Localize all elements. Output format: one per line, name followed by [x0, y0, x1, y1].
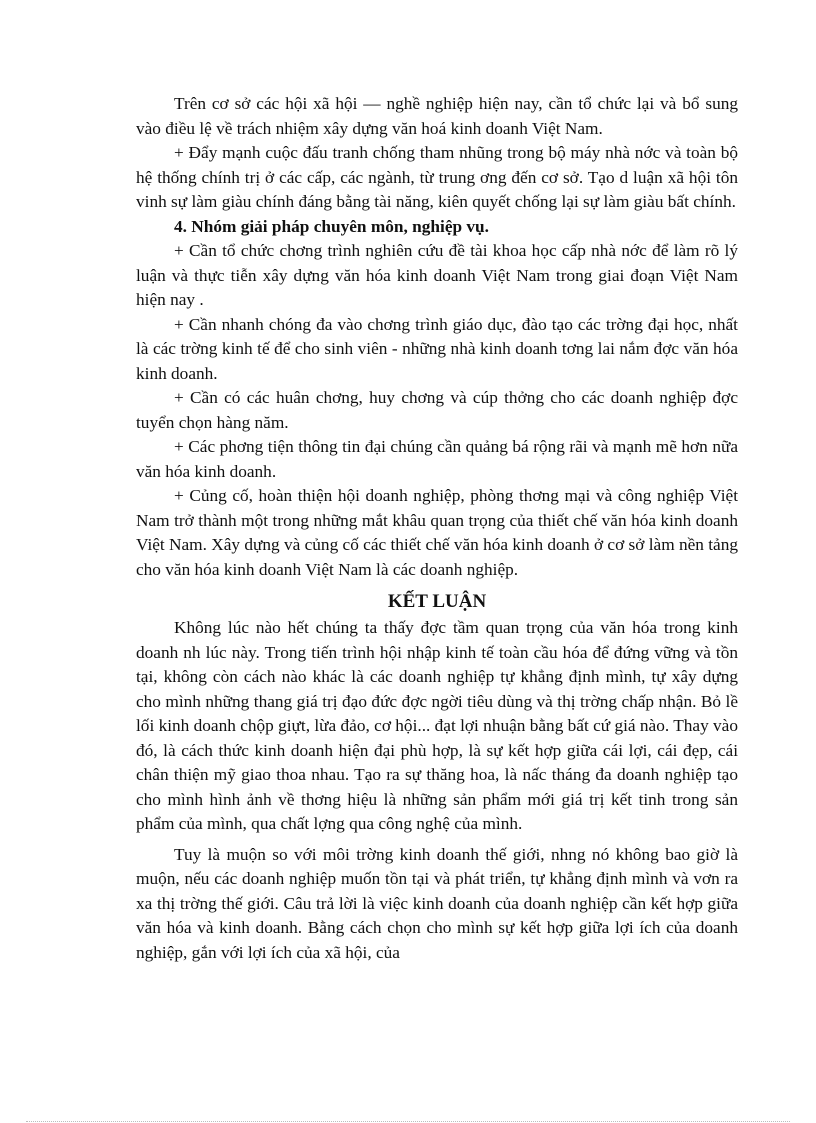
section-heading-professional-solutions: 4. Nhóm giải pháp chuyên môn, nghiệp vụ. — [174, 216, 489, 236]
paragraph-conclusion-2: Tuy là muộn so với môi trờng kinh doanh thế giới, nhng nó không bao giờ là muộn, nếu các doanh nghiệp muốn tồn tại và phát triển, tự khẳng định mình và vơn ra xa thị trờng thế giới. Câu trả lời là việc kinh doanh của doanh nghiệp cần kết hợp giữa văn hóa và kinh doanh. Bằng cách chọn cho mình sự kết hợp giữa lợi ích của doanh nghiệp, gắn với lợi ích của xã hội, của — [136, 844, 738, 962]
paragraph-social-associations: Trên cơ sở các hội xã hội — nghề nghiệp hiện nay, cần tổ chức lại và bổ sung vào điều lệ về trách nhiệm xây dựng văn hoá kinh doanh Việt Nam. — [136, 94, 738, 138]
paragraph-mass-media: + Các phơng tiện thông tin đại chúng cần quảng bá rộng rãi và mạnh mẽ hơn nữa văn hóa kinh doanh. — [136, 437, 738, 481]
paragraph-education-program: + Cần nhanh chóng đa vào chơng trình giáo dục, đào tạo các trờng đại học, nhất là các trờng kinh tế để cho sinh viên - những nhà kinh doanh tơng lai nắm đợc văn hóa kinh doanh. — [136, 314, 738, 383]
page-content — [136, 92, 738, 965]
paragraph-business-association: + Củng cố, hoàn thiện hội doanh nghiệp, phòng thơng mại và công nghiệp Việt Nam trở thành một trong những mắt khâu quan trọng của thiết chế văn hóa kinh doanh Việt Nam. Xây dựng và củng cố các thiết chế văn hóa kinh doanh ở cơ sở làm nền tảng cho văn hóa kinh doanh Việt Nam là các doanh nghiệp. — [136, 486, 738, 579]
paragraph-conclusion-1: Không lúc nào hết chúng ta thấy đợc tầm quan trọng của văn hóa trong kinh doanh nh lúc này. Trong tiến trình hội nhập kinh tế toàn cầu hóa để đứng vững và tồn tại, không còn cách nào khác là các doanh nghiệp tự khẳng định mình, tự xây dựng cho mình những thang giá trị đạo đức đợc ngời tiêu dùng và thị trờng chấp nhận. Bỏ lề lối kinh doanh chộp giựt, lừa đảo, cơ hội... đạt lợi nhuận bằng bất cứ giá nào. Thay vào đó, là cách thức kinh doanh hiện đại phù hợp, là sự kết hợp giữa cái lợi, cái đẹp, cái chân thiện mỹ giao thoa nhau. Tạo ra sự thăng hoa, là nấc tháng đa doanh nghiệp tạo cho mình hình ảnh về thơng hiệu là những sản phẩm mới giá trị kết tinh trong sản phẩm của mình, qua chất lợng qua công nghệ của mình. — [136, 618, 738, 833]
conclusion-heading: KẾT LUẬN — [387, 591, 487, 612]
page-bottom-divider — [26, 1121, 790, 1122]
paragraph-anti-corruption: + Đẩy mạnh cuộc đấu tranh chống tham nhũng trong bộ máy nhà nớc và toàn bộ hệ thống chính trị ở các cấp, các ngành, từ trung ơng đến cơ sở. Tạo d luận xã hội tôn vinh sự làm giàu chính đáng bằng tài năng, kiên quyết chống lại sự làm giàu bất chính. — [136, 143, 738, 211]
paragraph-awards: + Cần có các huân chơng, huy chơng và cúp thởng cho các doanh nghiệp đợc tuyển chọn hàng năm. — [136, 388, 738, 432]
paragraph-research-program: + Cần tổ chức chơng trình nghiên cứu đề tài khoa học cấp nhà nớc để làm rõ lý luận và thực tiễn xây dựng văn hóa kinh doanh Việt Nam trong giai đoạn Việt Nam hiện nay . — [136, 241, 738, 309]
